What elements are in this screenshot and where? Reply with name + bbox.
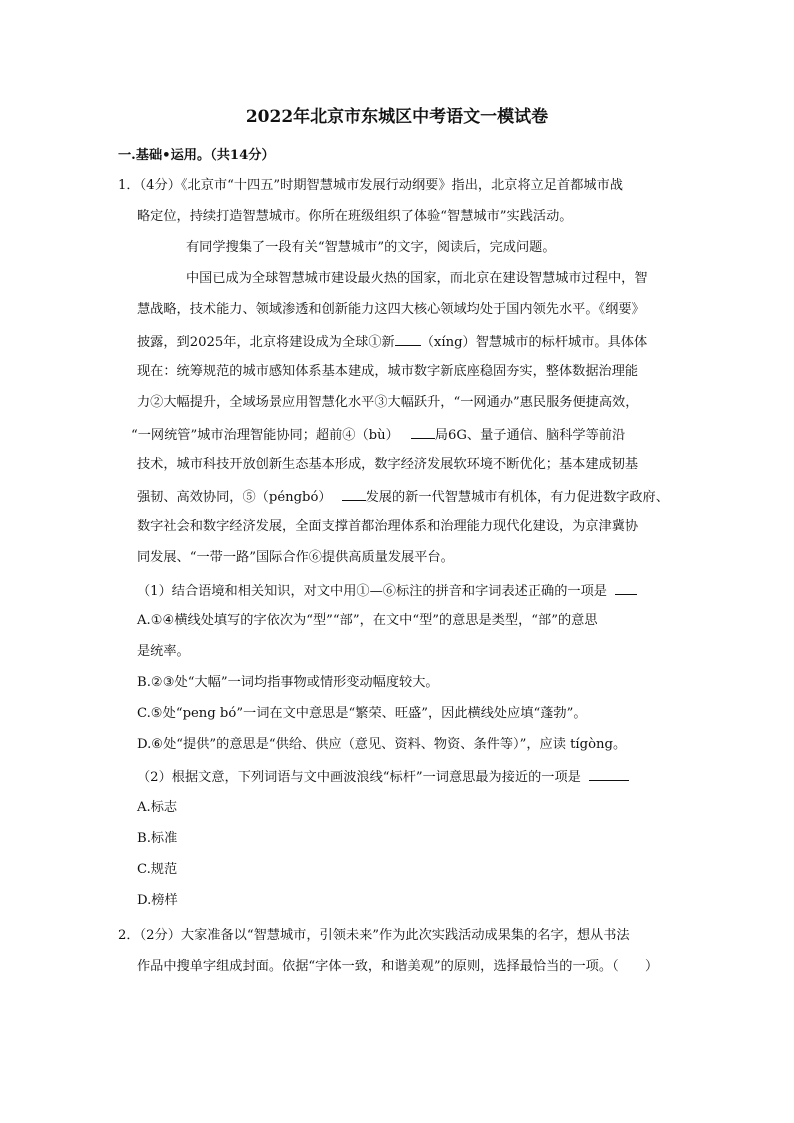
passage-line-9: 数字社会和数字经济发展，全面支撑首都治理体系和治理能力现代化建设，为京津冀协 bbox=[137, 519, 639, 534]
sub-question-2-stem: （2）根据文意，下列词语与文中画波浪线“标杆”一词意思最为接近的一项是 bbox=[137, 766, 629, 788]
page-title: 2022年北京市东城区中考语文一模试卷 bbox=[245, 107, 549, 127]
passage-line-6 bbox=[131, 424, 625, 446]
option-c: C.规范 bbox=[137, 862, 178, 877]
passage-line-10: 同发展、“一带一路”国际合作⑥提供高质量发展平台。 bbox=[137, 550, 454, 565]
passage-line-1: 中国已成为全球智慧城市建设最火热的国家，而北京在建设智慧城市过程中，智 bbox=[186, 271, 648, 286]
passage-line-8 bbox=[137, 486, 669, 508]
question-2-line-2: 作品中搜单字组成封面。依据“字体一致，和谐美观”的原则，选择最恰当的一项。（ ） bbox=[137, 959, 659, 974]
passage-intro: 有同学搜集了一段有关“智慧城市”的文字，阅读后，完成问题。 bbox=[186, 240, 556, 255]
passage-line-6-part-a: “一网统管”城市治理智能协同；超前④（bù） bbox=[131, 428, 399, 443]
option-d: D.⑥处“提供”的意思是“供给、供应（意见、资料、物资、条件等）”，应读 tígòng。 bbox=[137, 737, 627, 752]
passage-line-3 bbox=[137, 331, 647, 353]
fill-blank-4 bbox=[411, 424, 435, 439]
passage-line-7: 技术，城市科技开放创新生态基本形成，数字经济发展软环境不断优化；基本建成韧基 bbox=[137, 457, 639, 472]
question-2-line-1: 2．（2分）大家准备以“智慧城市，引领未来”作为此次实践活动成果集的名字，想从书法 bbox=[118, 928, 630, 943]
passage-line-6-part-b: 局6G、量子通信、脑科学等前沿 bbox=[434, 428, 626, 443]
option-b: B.标准 bbox=[137, 831, 178, 846]
fill-blank-1 bbox=[395, 331, 421, 346]
option-a-line-2: 是统率。 bbox=[137, 644, 190, 659]
passage-line-2: 慧战略，技术能力、领域渗透和创新能力这四大核心领域均处于国内领先水平。《纲要》 bbox=[137, 302, 645, 317]
passage-line-8-part-a: 强韧、高效协同，⑤（péngbó） bbox=[137, 490, 332, 505]
option-a-line-1: A.①④横线处填写的字依次为“型”“部”，在文中“型”的意思是类型，“部”的意思 bbox=[137, 613, 598, 628]
option-c: C.⑤处“peng bó”一词在文中意思是“繁荣、旺盛”，因此横线处应填“蓬勃”。 bbox=[137, 706, 587, 721]
fill-blank-5 bbox=[342, 486, 366, 501]
option-d: D.榜样 bbox=[137, 893, 178, 908]
passage-line-4: 现在：统筹规范的城市感知体系基本建成，城市数字新底座稳固夯实，整体数据治理能 bbox=[137, 364, 639, 379]
answer-blank-2 bbox=[589, 766, 629, 781]
passage-line-8-part-b: 发展的新一代智慧城市有机体，有力促进数字政府、 bbox=[365, 490, 669, 505]
section-heading: 一.基础•运用。（共14分） bbox=[118, 148, 275, 163]
option-a: A.标志 bbox=[137, 800, 178, 815]
question-1-line-2: 略定位，持续打造智慧城市。你所在班级组织了体验“智慧城市”实践活动。 bbox=[137, 209, 573, 224]
passage-line-3-part-b: （xíng）智慧城市的标杆城市。具体体 bbox=[420, 335, 648, 350]
passage-line-5: 力②大幅提升，全域场景应用智慧化水平③大幅跃升，“一网通办”惠民服务便捷高效， bbox=[137, 395, 639, 410]
passage-line-3-part-a: 披露，到2025年，北京将建设成为全球①新 bbox=[137, 335, 395, 350]
sub-question-1-stem: （1）结合语境和相关知识，对文中用①—⑥标注的拼音和字词表述正确的一项是 bbox=[137, 580, 637, 602]
option-b: B.②③处“大幅”一词均指事物或情形变动幅度较大。 bbox=[137, 675, 439, 690]
answer-blank-1 bbox=[615, 580, 637, 595]
question-1-line-1: 1．（4分）《北京市“十四五”时期智慧城市发展行动纲要》指出，北京将立足首都城市战 bbox=[118, 178, 623, 193]
